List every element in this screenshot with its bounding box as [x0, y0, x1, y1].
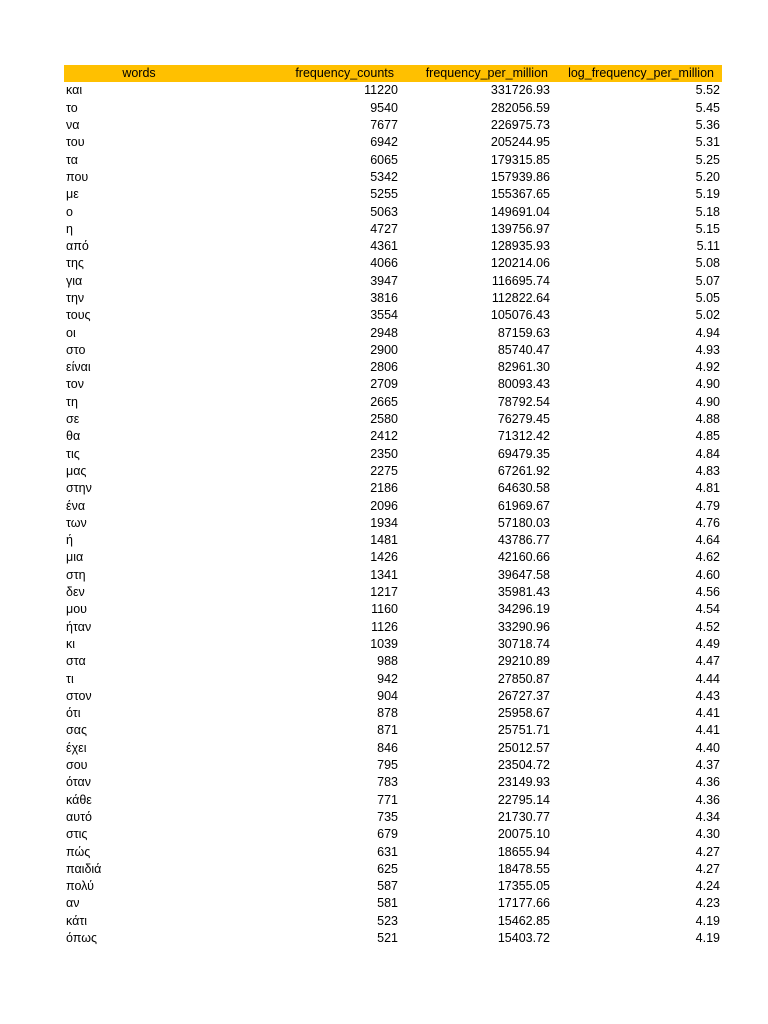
word-cell: τι: [66, 671, 74, 686]
frequency-count-cell: 2186: [370, 481, 398, 496]
frequency-count-cell: 4066: [370, 256, 398, 271]
frequency-count-cell: 587: [377, 879, 398, 894]
log-frequency-cell: 4.84: [695, 446, 720, 461]
log-frequency-cell: 5.11: [696, 239, 720, 254]
frequency-count-cell: 1426: [370, 550, 398, 565]
word-cell: ο: [66, 204, 73, 219]
frequency-count-cell: 942: [377, 671, 398, 686]
frequency-per-million-cell: 120214.06: [490, 256, 550, 271]
log-frequency-cell: 4.60: [695, 567, 720, 582]
frequency-count-cell: 735: [377, 809, 398, 824]
log-frequency-cell: 4.30: [695, 827, 720, 842]
frequency-count-cell: 2412: [370, 429, 398, 444]
header-frequency-counts: frequency_counts: [214, 65, 400, 82]
log-frequency-cell: 5.15: [695, 221, 720, 236]
log-frequency-cell: 5.08: [695, 256, 720, 271]
word-cell: στα: [66, 654, 86, 669]
log-frequency-cell: 5.18: [695, 204, 720, 219]
table-row: [64, 584, 722, 601]
frequency-per-million-cell: 87159.63: [497, 325, 550, 340]
table-row: [64, 186, 722, 203]
log-frequency-cell: 4.41: [695, 706, 720, 721]
log-frequency-cell: 5.20: [695, 169, 720, 184]
log-frequency-cell: 4.19: [695, 913, 720, 928]
table-row: [64, 255, 722, 272]
log-frequency-cell: 4.94: [695, 325, 720, 340]
frequency-count-cell: 7677: [370, 118, 398, 133]
word-cell: σου: [66, 758, 88, 773]
table-row: [64, 843, 722, 860]
table-row: [64, 151, 722, 168]
table-row: [64, 930, 722, 947]
word-cell: τα: [66, 152, 78, 167]
log-frequency-cell: 4.47: [695, 654, 720, 669]
frequency-per-million-cell: 15403.72: [497, 930, 550, 945]
table-row: [64, 238, 722, 255]
frequency-per-million-cell: 23504.72: [497, 758, 550, 773]
word-cell: το: [66, 100, 78, 115]
word-cell: σε: [66, 412, 80, 427]
table-row: [64, 619, 722, 636]
word-cell: τη: [66, 394, 78, 409]
log-frequency-cell: 4.52: [695, 619, 720, 634]
frequency-per-million-cell: 57180.03: [497, 515, 550, 530]
frequency-count-cell: 878: [377, 706, 398, 721]
word-cell: της: [66, 256, 84, 271]
word-cell: πώς: [66, 844, 91, 859]
frequency-count-cell: 523: [377, 913, 398, 928]
log-frequency-cell: 4.34: [695, 809, 720, 824]
table-row: [64, 740, 722, 757]
frequency-per-million-cell: 43786.77: [497, 533, 550, 548]
frequency-per-million-cell: 205244.95: [490, 135, 550, 150]
frequency-per-million-cell: 15462.85: [497, 913, 550, 928]
log-frequency-cell: 4.90: [695, 394, 720, 409]
word-cell: ένα: [66, 498, 86, 513]
frequency-per-million-cell: 25012.57: [497, 740, 550, 755]
word-cell: μια: [66, 550, 84, 565]
frequency-per-million-cell: 179315.85: [490, 152, 550, 167]
table-row: [64, 117, 722, 134]
frequency-count-cell: 2806: [370, 360, 398, 375]
word-cell: αν: [66, 896, 80, 911]
word-cell: και: [66, 83, 83, 98]
log-frequency-cell: 4.83: [695, 463, 720, 478]
frequency-per-million-cell: 25751.71: [497, 723, 550, 738]
table-row: [64, 653, 722, 670]
frequency-count-cell: 2275: [370, 463, 398, 478]
frequency-count-cell: 5255: [370, 187, 398, 202]
frequency-count-cell: 6942: [370, 135, 398, 150]
frequency-count-cell: 4361: [370, 239, 398, 254]
frequency-count-cell: 1039: [370, 636, 398, 651]
spreadsheet-page: [64, 65, 720, 947]
table-row: [64, 376, 722, 393]
frequency-per-million-cell: 23149.93: [497, 775, 550, 790]
log-frequency-cell: 4.23: [695, 896, 720, 911]
frequency-per-million-cell: 27850.87: [497, 671, 550, 686]
log-frequency-cell: 4.24: [695, 879, 720, 894]
frequency-per-million-cell: 67261.92: [497, 463, 550, 478]
frequency-per-million-cell: 112822.64: [491, 291, 550, 305]
frequency-count-cell: 1341: [370, 567, 398, 582]
header-frequency-per-million: frequency_per_million: [400, 65, 552, 82]
frequency-per-million-cell: 33290.96: [497, 619, 550, 634]
frequency-per-million-cell: 282056.59: [490, 100, 550, 115]
word-cell: σας: [66, 723, 87, 738]
frequency-count-cell: 625: [377, 861, 398, 876]
table-row: [64, 757, 722, 774]
frequency-count-cell: 9540: [370, 100, 398, 115]
table-row: [64, 100, 722, 117]
frequency-count-cell: 2665: [370, 394, 398, 409]
log-frequency-cell: 4.54: [695, 602, 720, 617]
frequency-count-cell: 521: [377, 930, 398, 945]
table-row: [64, 463, 722, 480]
table-row: [64, 203, 722, 220]
log-frequency-cell: 4.40: [695, 740, 720, 755]
log-frequency-cell: 4.36: [695, 775, 720, 790]
table-row: [64, 774, 722, 791]
frequency-per-million-cell: 30718.74: [497, 636, 550, 651]
word-cell: που: [66, 169, 89, 184]
frequency-per-million-cell: 80093.43: [497, 377, 550, 392]
frequency-per-million-cell: 78792.54: [497, 394, 550, 409]
frequency-per-million-cell: 25958.67: [497, 706, 550, 721]
frequency-count-cell: 3947: [370, 273, 398, 288]
frequency-per-million-cell: 18478.55: [497, 861, 550, 876]
frequency-count-cell: 871: [377, 723, 398, 738]
frequency-count-cell: 988: [377, 654, 398, 669]
word-cell: στην: [66, 481, 92, 496]
log-frequency-cell: 5.52: [695, 83, 720, 98]
frequency-per-million-cell: 64630.58: [497, 481, 550, 496]
frequency-per-million-cell: 116695.74: [491, 273, 550, 288]
log-frequency-cell: 4.62: [695, 550, 720, 565]
word-cell: πολύ: [66, 879, 94, 894]
log-frequency-cell: 4.76: [695, 515, 720, 530]
frequency-count-cell: 2580: [370, 412, 398, 427]
frequency-count-cell: 1481: [370, 533, 398, 548]
header-words: words: [64, 65, 214, 82]
frequency-count-cell: 783: [377, 775, 398, 790]
log-frequency-cell: 4.85: [695, 429, 720, 444]
frequency-per-million-cell: 61969.67: [497, 498, 550, 513]
frequency-count-cell: 581: [377, 896, 398, 911]
frequency-per-million-cell: 35981.43: [497, 585, 550, 600]
word-frequency-table: [64, 65, 722, 947]
word-cell: κι: [66, 636, 76, 651]
frequency-count-cell: 3816: [370, 291, 398, 305]
table-row: [64, 549, 722, 566]
word-cell: στον: [66, 688, 92, 703]
header-row: [64, 65, 722, 82]
frequency-count-cell: 2096: [370, 498, 398, 513]
frequency-per-million-cell: 42160.66: [497, 550, 550, 565]
log-frequency-cell: 4.49: [695, 636, 720, 651]
frequency-count-cell: 904: [377, 688, 398, 703]
frequency-count-cell: 771: [377, 792, 398, 807]
frequency-per-million-cell: 149691.04: [490, 204, 550, 219]
frequency-per-million-cell: 18655.94: [497, 844, 550, 859]
log-frequency-cell: 5.02: [695, 308, 720, 323]
log-frequency-cell: 4.43: [695, 688, 720, 703]
frequency-count-cell: 6065: [370, 152, 398, 167]
word-cell: στο: [66, 342, 86, 357]
log-frequency-cell: 4.64: [695, 533, 720, 548]
log-frequency-cell: 4.88: [695, 412, 720, 427]
table-row: [64, 342, 722, 359]
table-row: [64, 273, 722, 290]
log-frequency-cell: 4.36: [695, 792, 720, 807]
frequency-count-cell: 2709: [370, 377, 398, 392]
table-row: [64, 307, 722, 324]
frequency-count-cell: 1934: [370, 515, 398, 530]
word-cell: θα: [66, 429, 81, 444]
table-row: [64, 290, 722, 307]
log-frequency-cell: 5.07: [695, 273, 720, 288]
table-row: [64, 688, 722, 705]
log-frequency-cell: 5.31: [695, 135, 720, 150]
log-frequency-cell: 4.27: [695, 861, 720, 876]
table-row: [64, 532, 722, 549]
word-cell: παιδιά: [66, 861, 102, 876]
word-cell: είναι: [66, 360, 91, 375]
word-cell: όταν: [66, 775, 92, 790]
frequency-per-million-cell: 21730.77: [497, 809, 550, 824]
table-row: [64, 428, 722, 445]
frequency-count-cell: 795: [377, 758, 398, 773]
frequency-per-million-cell: 76279.45: [497, 412, 550, 427]
table-row: [64, 895, 722, 912]
log-frequency-cell: 4.44: [695, 671, 720, 686]
frequency-per-million-cell: 29210.89: [497, 654, 550, 669]
word-cell: αυτό: [66, 809, 92, 824]
frequency-count-cell: 1126: [371, 619, 398, 634]
word-cell: ότι: [66, 706, 81, 721]
word-cell: η: [66, 221, 73, 236]
log-frequency-cell: 5.19: [695, 187, 720, 202]
word-cell: τους: [66, 308, 91, 323]
word-cell: να: [66, 118, 80, 133]
frequency-per-million-cell: 82961.30: [497, 360, 550, 375]
frequency-count-cell: 11220: [364, 83, 398, 98]
log-frequency-cell: 4.19: [695, 930, 720, 945]
frequency-count-cell: 1217: [370, 585, 398, 600]
frequency-per-million-cell: 26727.37: [497, 688, 550, 703]
word-cell: στη: [66, 567, 86, 582]
frequency-per-million-cell: 331726.93: [490, 83, 550, 98]
word-cell: δεν: [66, 585, 85, 600]
table-row: [64, 826, 722, 843]
word-cell: με: [66, 187, 79, 202]
frequency-count-cell: 5342: [370, 169, 398, 184]
word-cell: από: [66, 239, 89, 254]
log-frequency-cell: 4.79: [695, 498, 720, 513]
word-cell: κάτι: [66, 913, 88, 928]
table-row: [64, 722, 722, 739]
table-row: [64, 134, 722, 151]
log-frequency-cell: 4.93: [695, 342, 720, 357]
table-row: [64, 497, 722, 514]
frequency-count-cell: 846: [377, 740, 398, 755]
table-row: [64, 515, 722, 532]
word-cell: ήταν: [66, 619, 92, 634]
frequency-per-million-cell: 85740.47: [497, 342, 550, 357]
log-frequency-cell: 4.41: [695, 723, 720, 738]
frequency-count-cell: 3554: [370, 308, 398, 323]
log-frequency-cell: 4.81: [695, 481, 720, 496]
table-row: [64, 82, 722, 99]
table-row: [64, 601, 722, 618]
frequency-per-million-cell: 20075.10: [497, 827, 550, 842]
word-cell: του: [66, 135, 85, 150]
table-row: [64, 636, 722, 653]
table-row: [64, 411, 722, 428]
frequency-per-million-cell: 226975.73: [490, 118, 550, 133]
frequency-count-cell: 2900: [370, 342, 398, 357]
table-row: [64, 446, 722, 463]
table-row: [64, 359, 722, 376]
frequency-per-million-cell: 139756.97: [490, 221, 550, 236]
table-row: [64, 567, 722, 584]
log-frequency-cell: 4.90: [695, 377, 720, 392]
log-frequency-cell: 4.92: [695, 360, 720, 375]
word-cell: στις: [66, 827, 88, 842]
word-cell: μας: [66, 463, 87, 478]
table-row: [64, 324, 722, 341]
frequency-per-million-cell: 22795.14: [497, 792, 550, 807]
frequency-per-million-cell: 155367.65: [490, 187, 550, 202]
frequency-per-million-cell: 39647.58: [497, 567, 550, 582]
frequency-per-million-cell: 105076.43: [490, 308, 550, 323]
log-frequency-cell: 5.36: [695, 118, 720, 133]
table-row: [64, 670, 722, 687]
word-cell: ή: [66, 533, 73, 548]
frequency-per-million-cell: 69479.35: [497, 446, 550, 461]
frequency-count-cell: 4727: [370, 221, 398, 236]
table-row: [64, 878, 722, 895]
table-row: [64, 169, 722, 186]
table-row: [64, 394, 722, 411]
frequency-per-million-cell: 128935.93: [490, 239, 550, 254]
table-row: [64, 809, 722, 826]
word-cell: των: [66, 515, 87, 530]
word-cell: για: [66, 273, 83, 288]
word-cell: έχει: [66, 740, 87, 755]
word-cell: την: [66, 291, 85, 305]
frequency-per-million-cell: 157939.86: [490, 169, 550, 184]
table-row: [64, 480, 722, 497]
word-cell: οι: [66, 325, 76, 340]
word-cell: τον: [66, 377, 84, 392]
word-cell: τις: [66, 446, 80, 461]
header-log-frequency-per-million: log_frequency_per_million: [552, 65, 722, 82]
table-row: [64, 861, 722, 878]
frequency-per-million-cell: 34296.19: [497, 602, 550, 617]
table-row: [64, 791, 722, 808]
log-frequency-cell: 4.56: [695, 585, 720, 600]
frequency-per-million-cell: 17355.05: [497, 879, 550, 894]
frequency-count-cell: 1160: [371, 602, 398, 617]
log-frequency-cell: 4.37: [695, 758, 720, 773]
log-frequency-cell: 4.27: [695, 844, 720, 859]
table-row: [64, 913, 722, 930]
frequency-count-cell: 679: [377, 827, 398, 842]
frequency-per-million-cell: 71312.42: [497, 429, 550, 444]
log-frequency-cell: 5.45: [695, 100, 720, 115]
log-frequency-cell: 5.25: [695, 152, 720, 167]
word-cell: μου: [66, 602, 87, 617]
frequency-per-million-cell: 17177.66: [497, 896, 550, 911]
frequency-count-cell: 5063: [370, 204, 398, 219]
table-row: [64, 221, 722, 238]
word-cell: κάθε: [66, 792, 92, 807]
table-row: [64, 705, 722, 722]
table-body: [64, 82, 722, 947]
log-frequency-cell: 5.05: [695, 291, 720, 305]
frequency-count-cell: 631: [377, 844, 398, 859]
word-cell: όπως: [66, 930, 98, 945]
frequency-count-cell: 2350: [370, 446, 398, 461]
frequency-count-cell: 2948: [370, 325, 398, 340]
